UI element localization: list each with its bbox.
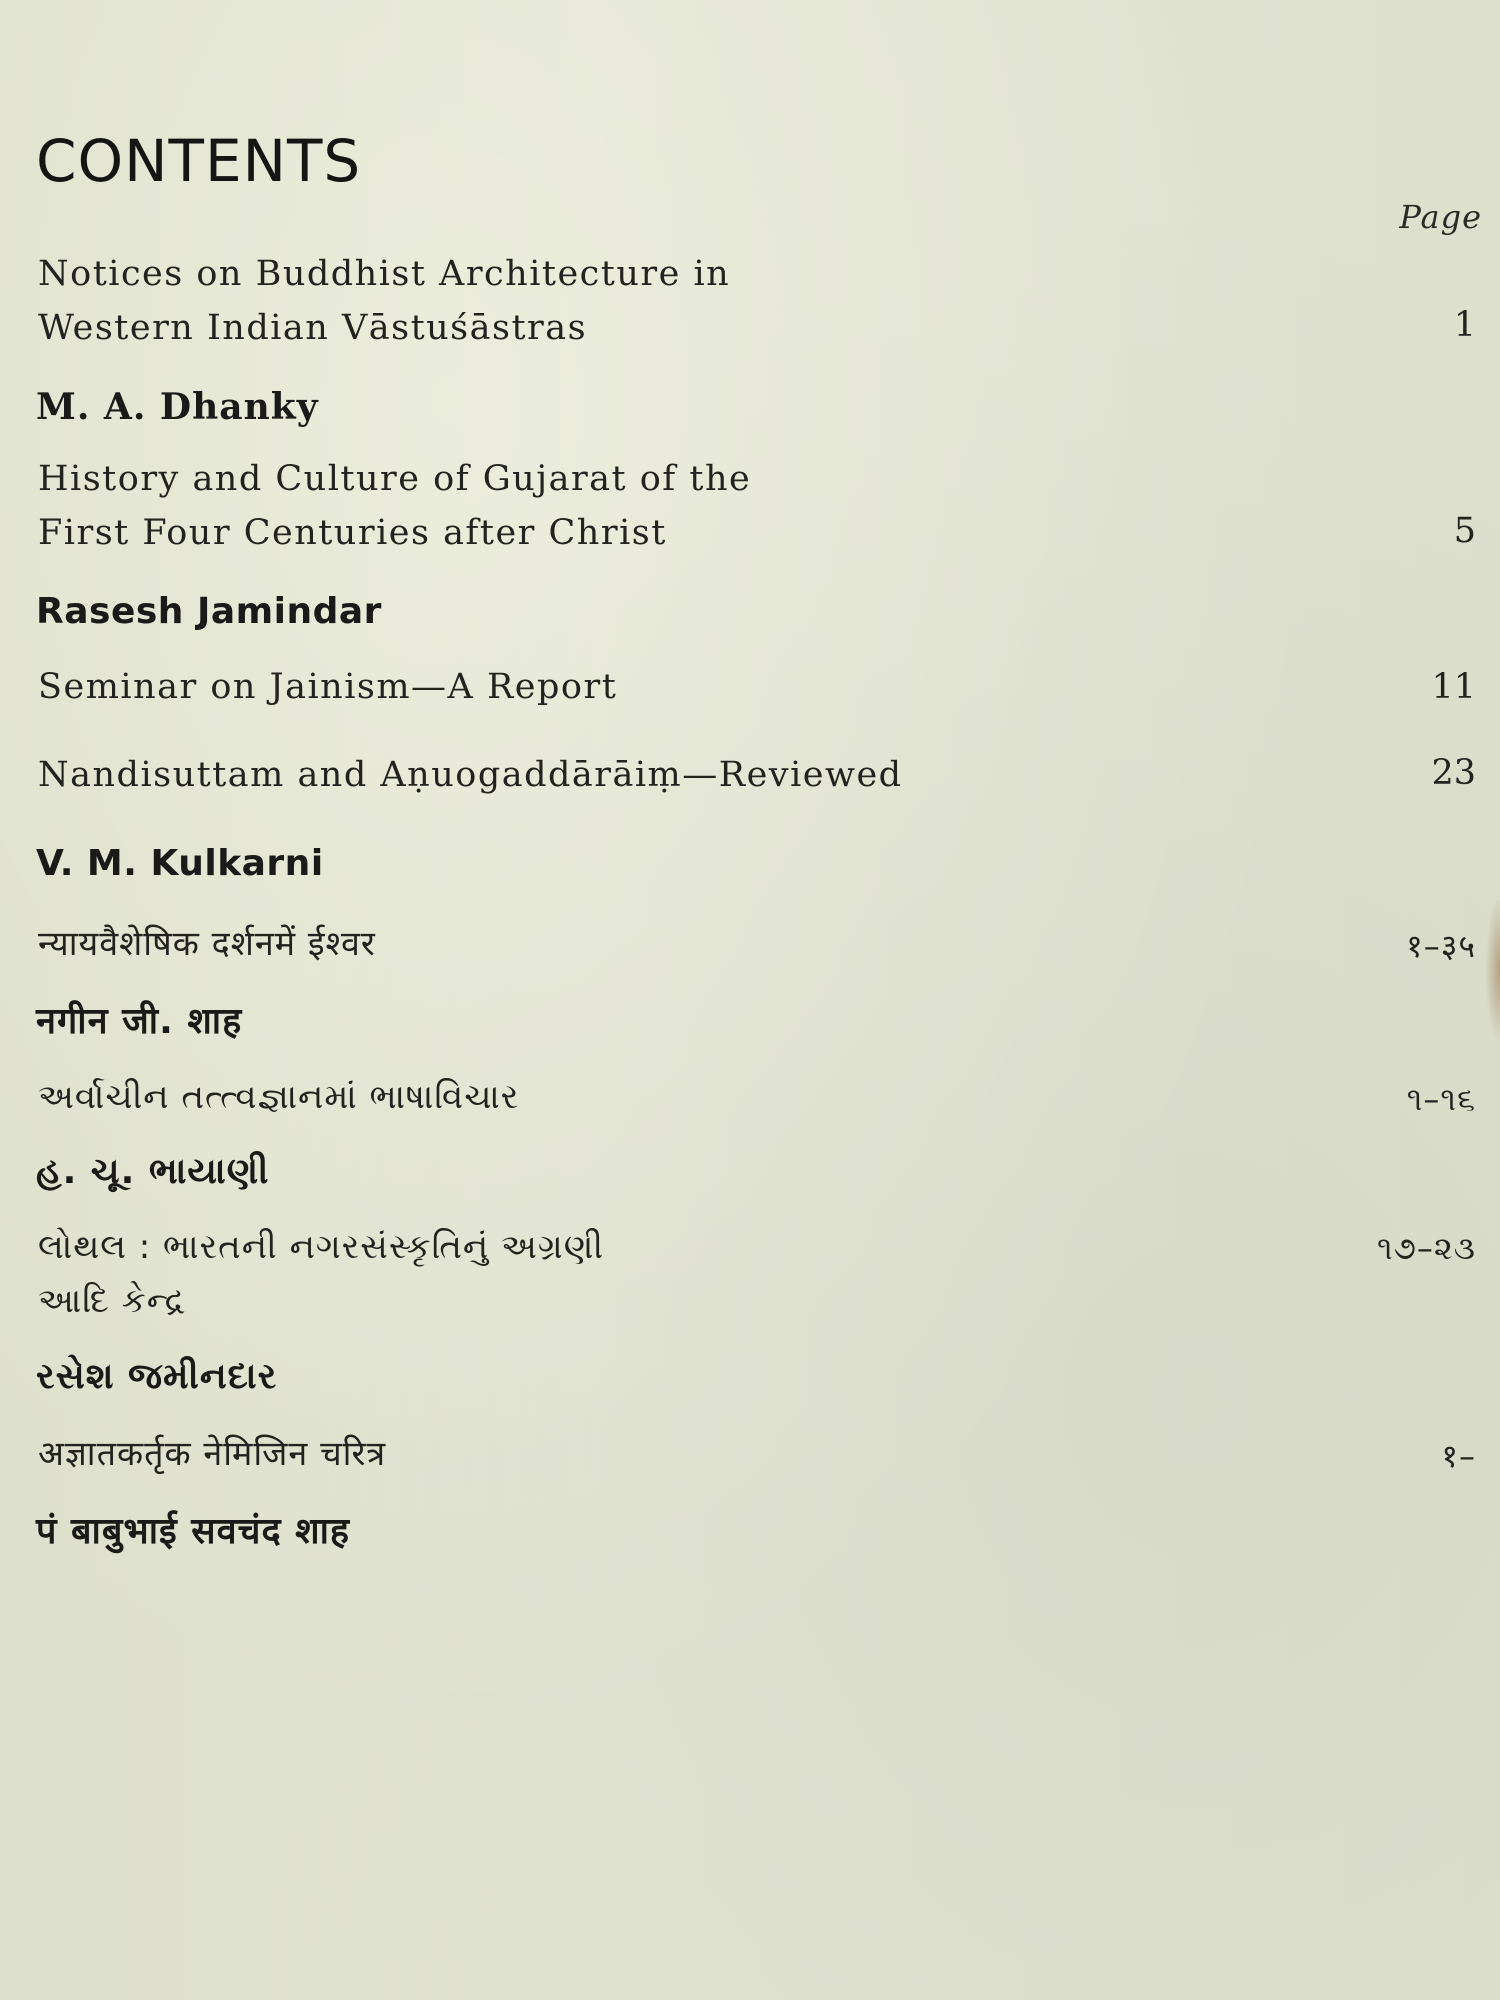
page-edge-stain: [1486, 900, 1500, 1040]
entry-page-number: 1: [1453, 305, 1476, 345]
entry-author: હ. ચૂ. ભાયાણી: [36, 1151, 270, 1192]
entry-title: [38, 1070, 1038, 1124]
entry-title-line: Nandisuttam and Aṇuogaddārāiṃ—Reviewed: [38, 755, 903, 795]
entry-author: M. A. Dhanky: [36, 386, 319, 428]
entry-title: [38, 1427, 1038, 1481]
entry-page-number: १–: [1441, 1437, 1476, 1475]
entry-title-line: લોથલ : ભારતની નગરસંસ્કૃતિનું અગ્રણી: [38, 1227, 605, 1267]
entry-title: [38, 917, 1038, 971]
page-column-label: Page: [1399, 198, 1482, 236]
entry-title-line: अज्ञातकर्तृक नेमिजिन चरित्र: [38, 1434, 387, 1474]
entry-title: [38, 247, 1038, 355]
entry-title-line: આદિ કેન્દ્ર: [38, 1281, 186, 1321]
entry-title-line: અર્વાચીન તત્ત્વજ્ઞાનમાં ભાષાવિચાર: [38, 1077, 520, 1117]
entry-page-number: 11: [1431, 667, 1476, 707]
entry-title-line: Notices on Buddhist Architecture in: [38, 254, 731, 294]
entry-page-number: 23: [1431, 753, 1476, 793]
entry-title: [38, 660, 1038, 714]
entry-title-line: Western Indian Vāstuśāstras: [38, 308, 588, 348]
entry-title-line: First Four Centuries after Christ: [38, 513, 667, 553]
entry-page-number: ૧૭–૨૩: [1376, 1229, 1476, 1267]
entry-author: Rasesh Jamindar: [36, 591, 382, 632]
entry-page-number: १–३५: [1406, 927, 1476, 965]
entry-page-number: 5: [1453, 511, 1476, 551]
entry-title: [38, 1220, 1038, 1328]
entry-title-line: न्यायवैशेषिक दर्शनमें ईश्वर: [38, 924, 376, 964]
entry-author: नगीन जी. शाह: [36, 1001, 243, 1042]
entry-author: पं बाबुभाई सवचंद शाह: [36, 1511, 351, 1552]
entry-title: [38, 452, 1038, 560]
entry-page-number: ૧–૧૬: [1406, 1080, 1476, 1118]
entry-author: V. M. Kulkarni: [36, 843, 324, 884]
entry-title-line: Seminar on Jainism—A Report: [38, 667, 618, 707]
entry-title: [38, 748, 1038, 802]
page-title: CONTENTS: [36, 127, 362, 195]
entry-author: રસેશ જમીનદાર: [36, 1356, 278, 1397]
entry-title-line: History and Culture of Gujarat of the: [38, 459, 752, 499]
